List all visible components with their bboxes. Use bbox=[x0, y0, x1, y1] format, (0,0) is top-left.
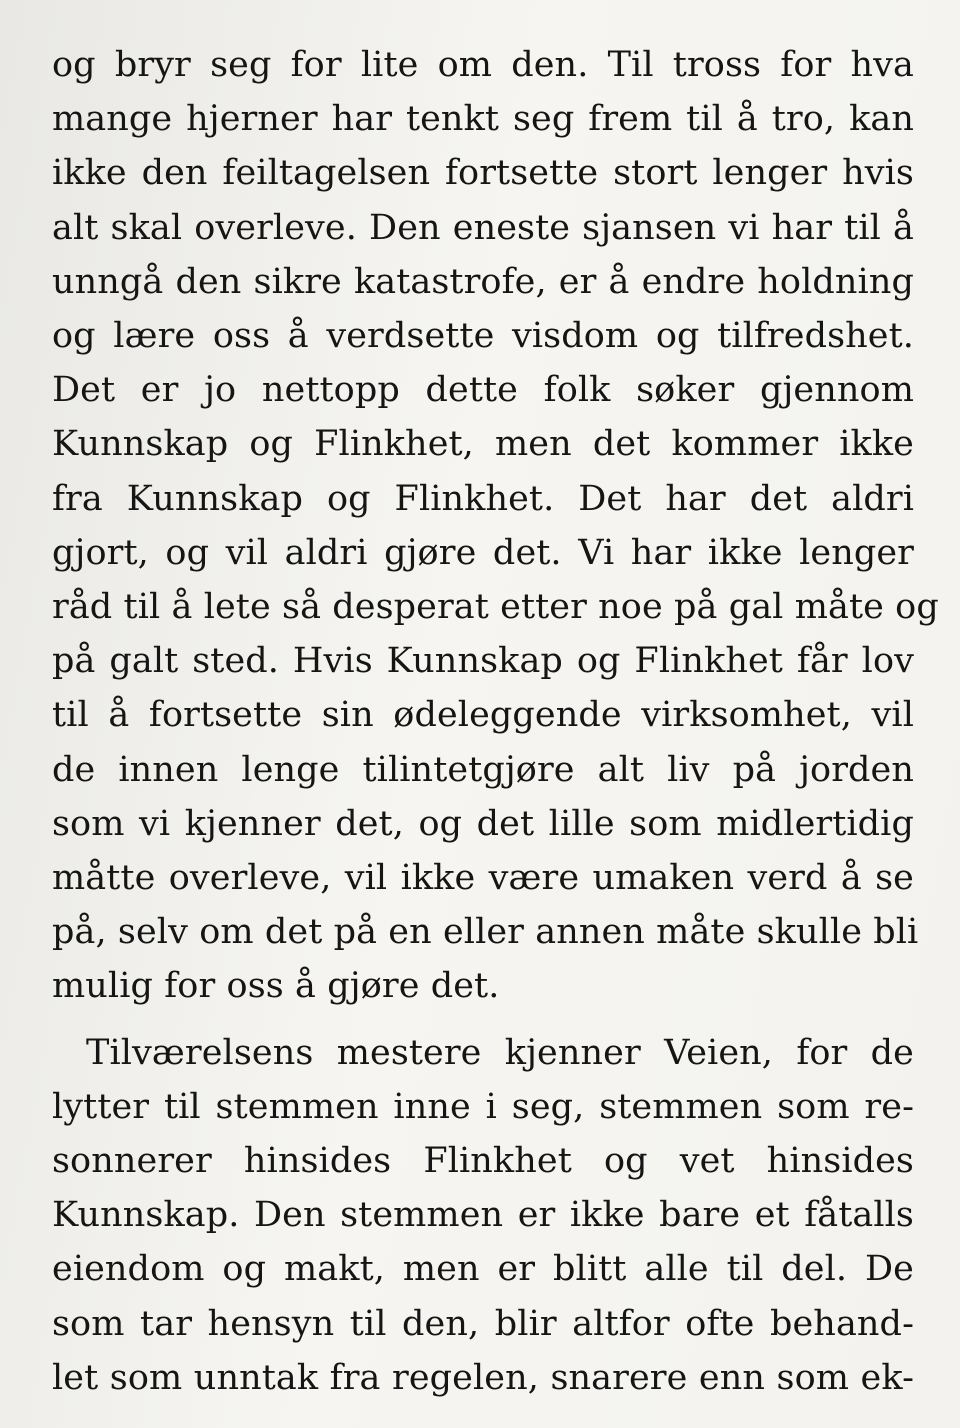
paragraph-2 bbox=[52, 1026, 914, 1405]
text-line: som vi kjenner det, og det lille som midlertidig bbox=[52, 803, 914, 844]
text-line: unngå den sikre katastrofe, er å endre holdning bbox=[52, 261, 914, 302]
paragraph-1 bbox=[52, 38, 939, 1014]
text-line-indented: Tilværelsens mestere kjenner Veien, for de bbox=[86, 1032, 914, 1073]
text-line-last: mulig for oss å gjøre det. bbox=[52, 966, 500, 1007]
text-line: ikke den feiltagelsen fortsette stort lenger hvis bbox=[52, 153, 914, 194]
text-line: til å fortsette sin ødeleggende virksomhet, vil bbox=[52, 695, 914, 736]
text-line: alt skal overleve. Den eneste sjansen vi har til å bbox=[52, 207, 914, 248]
text-line: lytter til stemmen inne i seg, stemmen som re- bbox=[52, 1086, 914, 1127]
text-line: på, selv om det på en eller annen måte skulle bli bbox=[52, 912, 919, 953]
text-line: råd til å lete så desperat etter noe på gal måte og bbox=[52, 587, 939, 628]
text-line: og lære oss å verdsette visdom og tilfredshet. bbox=[52, 316, 914, 357]
text-line: og bryr seg for lite om den. Til tross for hva bbox=[52, 45, 914, 85]
text-line: Kunnskap. Den stemmen er ikke bare et fåtalls bbox=[52, 1195, 914, 1236]
text-line: eiendom og makt, men er blitt alle til del. De bbox=[52, 1249, 914, 1290]
text-line: på galt sted. Hvis Kunnskap og Flinkhet får lov bbox=[52, 641, 914, 682]
text-line: Det er jo nettopp dette folk søker gjennom bbox=[52, 370, 914, 411]
text-line: som tar hensyn til den, blir altfor ofte behand- bbox=[52, 1303, 914, 1344]
text-line: mange hjerner har tenkt seg frem til å tro, kan bbox=[52, 99, 914, 140]
text-line: let som unntak fra regelen, snarere enn som ek- bbox=[52, 1357, 914, 1398]
text-line: sonnerer hinsides Flinkhet og vet hinsides bbox=[52, 1141, 914, 1182]
text-line: fra Kunnskap og Flinkhet. Det har det aldri bbox=[52, 478, 914, 519]
paragraph-gap bbox=[52, 1014, 914, 1026]
text-line: måtte overleve, vil ikke være umaken verd å se bbox=[52, 858, 914, 899]
text-line: Kunnskap og Flinkhet, men det kommer ikke bbox=[52, 424, 914, 465]
text-line: de innen lenge tilintetgjøre alt liv på jorden bbox=[52, 749, 914, 790]
text-line: gjort, og vil aldri gjøre det. Vi har ikke lenger bbox=[52, 532, 914, 573]
